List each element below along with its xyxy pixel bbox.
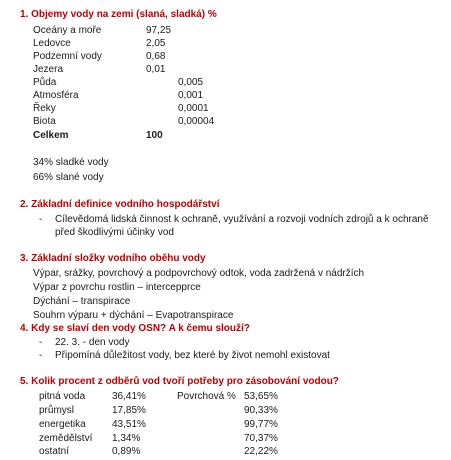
s4-item-1: 22. 3. - den vody [55, 337, 130, 348]
s1-label-rivers: Řeky [33, 103, 56, 114]
s4-item-2: Připomíná důležitost vody, bez které by život nemohl existovat [55, 350, 330, 361]
s1-label-groundwater: Podzemní vody [33, 51, 102, 62]
section-1-heading: 1. Objemy vody na zemi (slaná, sladká) % [20, 9, 217, 20]
s5-pct-other: 0,89% [112, 446, 141, 457]
s5-label-drinking: pitná voda [39, 391, 86, 402]
s5-pct-energy: 43,51% [112, 419, 146, 430]
s1-value-oceans: 97,25 [146, 25, 172, 36]
s5-pct-agriculture: 1,34% [112, 433, 141, 444]
s1-value-lakes: 0,01 [146, 64, 166, 75]
s1-value-atmosphere: 0,001 [178, 90, 204, 101]
s1-label-glaciers: Ledovce [33, 38, 71, 49]
s1-total-value: 100 [146, 130, 163, 141]
s2-dash: - [39, 214, 43, 225]
section-2-heading: 2. Základní definice vodního hospodářství [20, 199, 220, 210]
s1-label-soil: Půda [33, 77, 57, 88]
s3-line-2: Výpar z povrchu rostlin – intercepprce [33, 282, 201, 293]
s1-value-glaciers: 2,05 [146, 38, 166, 49]
s5-label-agriculture: zemědělství [39, 433, 93, 444]
s3-line-4: Souhrn výparu + dýchání – Evapotranspirace [33, 310, 234, 321]
s3-line-1: Výpar, srážky, povrchový a podpovrchový odtok, voda zadržená v nádržích [33, 268, 365, 279]
s2-definition-line-1: Cílevědomá lidská činnost k ochraně, využívání a rozvoji vodních zdrojů a k ochraně [55, 214, 429, 225]
s4-dash-2: - [39, 350, 43, 361]
s1-label-biota: Biota [33, 116, 56, 127]
s1-note-salt: 66% slané vody [33, 172, 104, 183]
s1-value-biota: 0,00004 [178, 116, 215, 127]
s5-surface-industry: 90,33% [244, 405, 278, 416]
s1-value-soil: 0,005 [178, 77, 204, 88]
section-4-heading: 4. Kdy se slaví den vody OSN? A k čemu slouží? [20, 323, 250, 334]
s5-pct-drinking: 36,41% [112, 391, 146, 402]
s5-surface-drinking: 53,65% [244, 391, 278, 402]
section-5-heading: 5. Kolik procent z odběrů vod tvoří potřeby pro zásobování vodou? [20, 376, 339, 387]
s5-label-other: ostatní [39, 446, 70, 457]
s5-surface-agriculture: 70,37% [244, 433, 278, 444]
s5-surface-label: Povrchová % [177, 391, 236, 402]
s1-value-groundwater: 0,68 [146, 51, 166, 62]
s3-line-3: Dýchání – transpirace [33, 296, 131, 307]
s5-surface-energy: 99,77% [244, 419, 278, 430]
s1-value-rivers: 0,0001 [178, 103, 209, 114]
section-3-heading: 3. Základní složky vodního oběhu vody [20, 253, 206, 264]
s1-label-lakes: Jezera [33, 64, 64, 75]
s2-definition-line-2: před škodlivými účinky vod [55, 227, 174, 238]
s5-label-industry: průmysl [39, 405, 75, 416]
s1-note-fresh: 34% sladké vody [33, 157, 109, 168]
s1-label-atmosphere: Atmosféra [33, 90, 79, 101]
s1-total-label: Celkem [33, 130, 69, 141]
s1-label-oceans: Oceány a moře [33, 25, 102, 36]
s5-pct-industry: 17,85% [112, 405, 146, 416]
s5-label-energy: energetika [39, 419, 86, 430]
s5-surface-other: 22,22% [244, 446, 278, 457]
s4-dash-1: - [39, 337, 43, 348]
